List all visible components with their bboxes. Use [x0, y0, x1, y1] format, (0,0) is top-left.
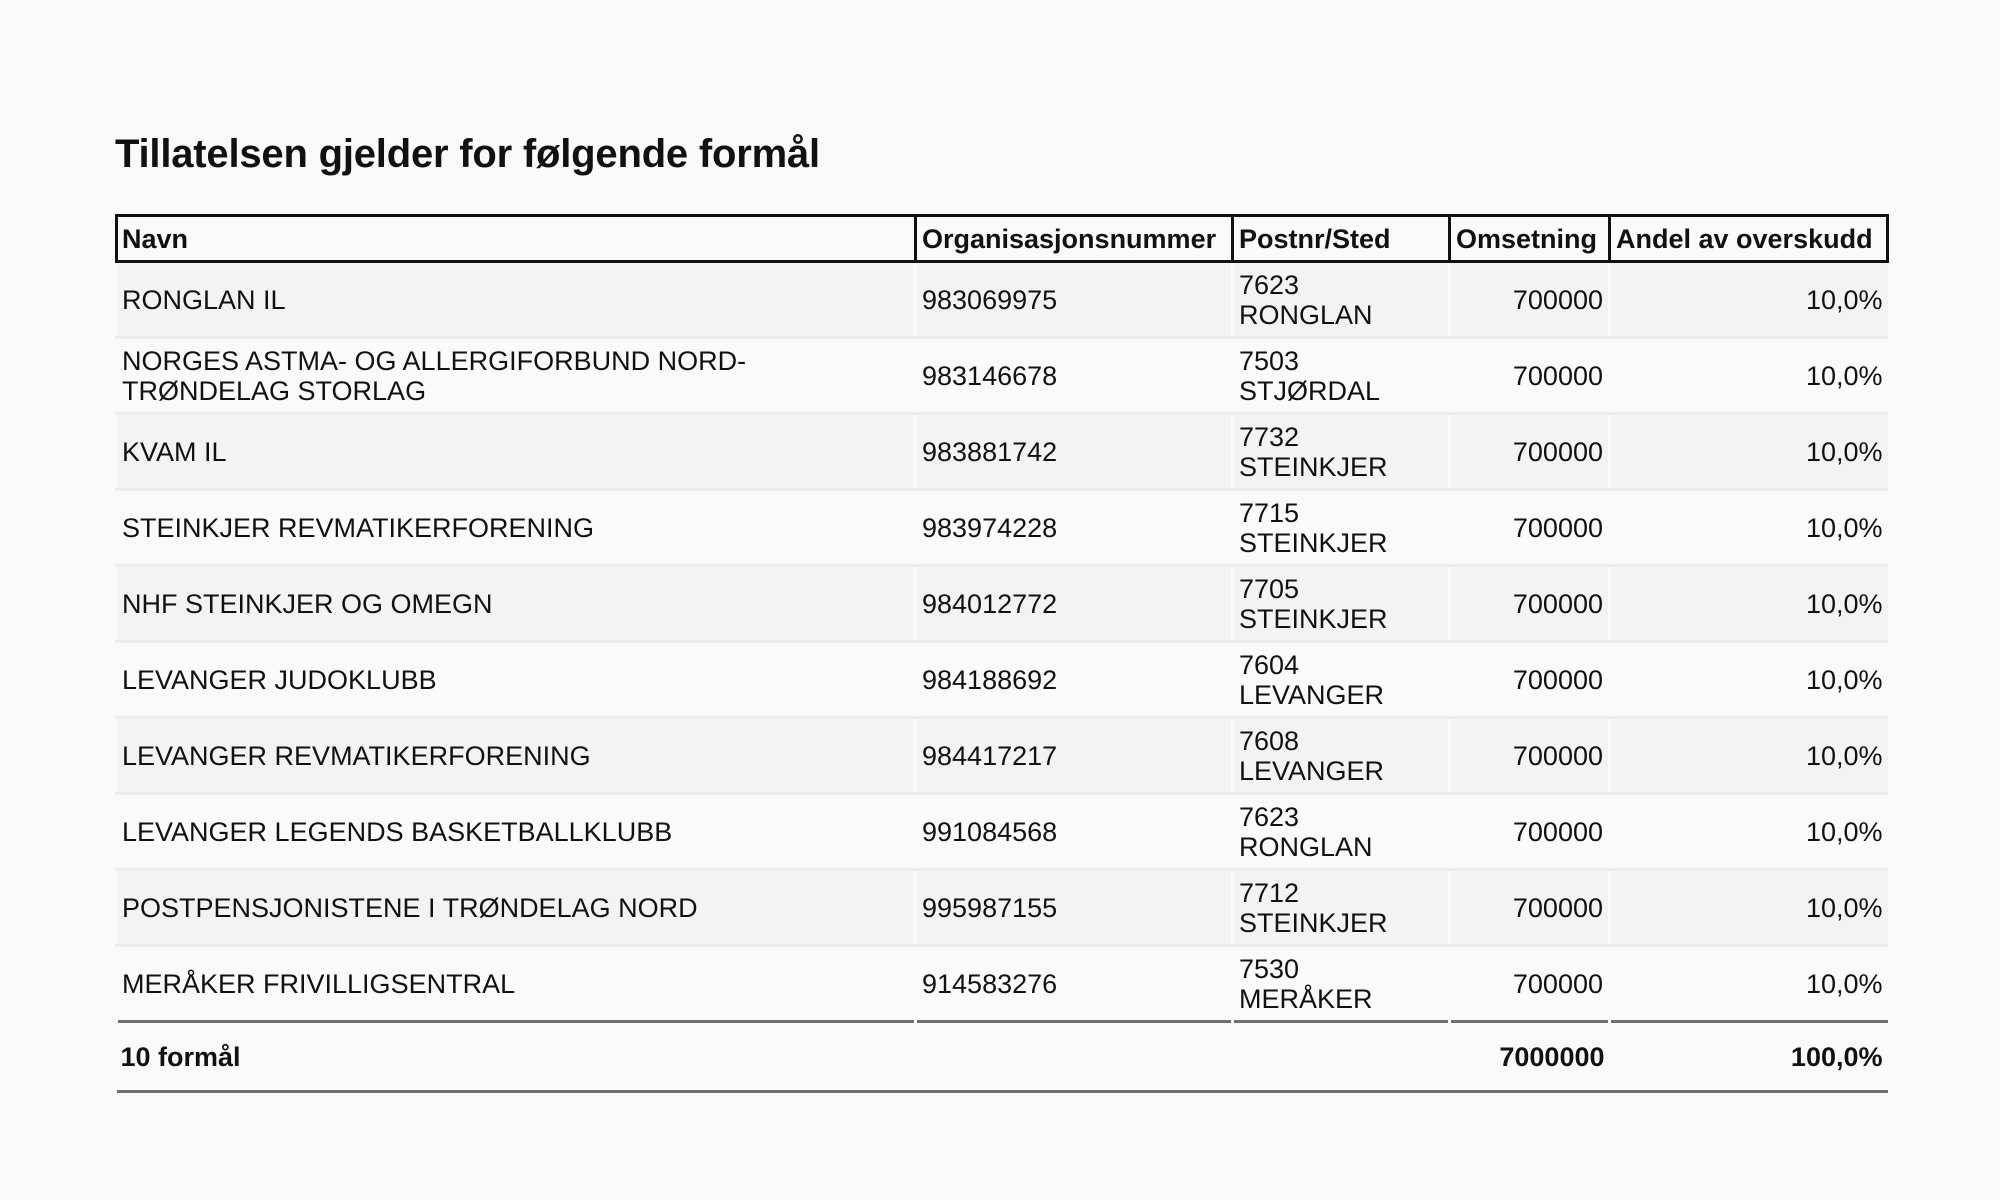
cell-orgnr: 984417217 — [916, 718, 1233, 794]
table-row — [117, 642, 1888, 718]
cell-postnr-sted — [1233, 642, 1450, 718]
cell-orgnr: 984012772 — [916, 566, 1233, 642]
table-row — [117, 718, 1888, 794]
cell-andel: 10,0% — [1610, 338, 1888, 414]
cell-omsetning: 700000 — [1450, 262, 1610, 338]
table-row — [117, 338, 1888, 414]
table-header-row — [117, 216, 1888, 262]
document-page — [115, 128, 1886, 1093]
table-row — [117, 566, 1888, 642]
cell-postnr-sted — [1233, 566, 1450, 642]
cell-sted: STJØRDAL — [1239, 375, 1381, 406]
cell-sted: LEVANGER — [1239, 679, 1385, 710]
cell-postnr: 7604 — [1239, 649, 1300, 680]
cell-sted: STEINKJER — [1239, 451, 1388, 482]
cell-navn: KVAM IL — [117, 414, 916, 490]
footer-empty-orgnr — [916, 1022, 1233, 1092]
cell-orgnr: 991084568 — [916, 794, 1233, 870]
cell-navn: LEVANGER LEGENDS BASKETBALLKLUBB — [117, 794, 916, 870]
column-header-postnr-sted: Postnr/Sted — [1233, 216, 1450, 262]
cell-orgnr: 983881742 — [916, 414, 1233, 490]
cell-postnr: 7608 — [1239, 725, 1300, 756]
cell-navn: MERÅKER FRIVILLIGSENTRAL — [117, 946, 916, 1022]
cell-postnr: 7705 — [1239, 573, 1300, 604]
cell-orgnr: 914583276 — [916, 946, 1233, 1022]
cell-omsetning: 700000 — [1450, 794, 1610, 870]
cell-navn: STEINKJER REVMATIKERFORENING — [117, 490, 916, 566]
cell-sted: RONGLAN — [1239, 299, 1373, 330]
cell-postnr-sted — [1233, 262, 1450, 338]
cell-navn: LEVANGER JUDOKLUBB — [117, 642, 916, 718]
cell-omsetning: 700000 — [1450, 338, 1610, 414]
table-footer-row — [117, 1022, 1888, 1092]
cell-postnr: 7732 — [1239, 421, 1300, 452]
footer-label: 10 formål — [117, 1022, 916, 1092]
footer-empty-sted — [1233, 1022, 1450, 1092]
cell-postnr: 7530 — [1239, 953, 1300, 984]
cell-postnr-sted — [1233, 490, 1450, 566]
purpose-table — [115, 214, 1889, 1093]
cell-postnr-sted — [1233, 718, 1450, 794]
footer-andel-total: 100,0% — [1610, 1022, 1888, 1092]
cell-andel: 10,0% — [1610, 642, 1888, 718]
cell-postnr-sted — [1233, 794, 1450, 870]
cell-navn: RONGLAN IL — [117, 262, 916, 338]
cell-andel: 10,0% — [1610, 946, 1888, 1022]
cell-orgnr: 983069975 — [916, 262, 1233, 338]
cell-postnr: 7623 — [1239, 801, 1300, 832]
table-row — [117, 262, 1888, 338]
cell-postnr: 7715 — [1239, 497, 1300, 528]
table-row — [117, 794, 1888, 870]
cell-sted: MERÅKER — [1239, 983, 1373, 1014]
cell-sted: STEINKJER — [1239, 527, 1388, 558]
footer-omsetning-total: 7000000 — [1450, 1022, 1610, 1092]
cell-sted: RONGLAN — [1239, 831, 1373, 862]
cell-navn: NORGES ASTMA- OG ALLERGIFORBUND NORD-TRØNDELAG STORLAG — [117, 338, 916, 414]
cell-sted: LEVANGER — [1239, 755, 1385, 786]
cell-postnr-sted — [1233, 414, 1450, 490]
cell-omsetning: 700000 — [1450, 870, 1610, 946]
cell-orgnr: 984188692 — [916, 642, 1233, 718]
column-header-organisasjonsnummer: Organisasjonsnummer — [916, 216, 1233, 262]
cell-omsetning: 700000 — [1450, 718, 1610, 794]
cell-postnr-sted — [1233, 338, 1450, 414]
cell-andel: 10,0% — [1610, 490, 1888, 566]
cell-omsetning: 700000 — [1450, 490, 1610, 566]
cell-andel: 10,0% — [1610, 262, 1888, 338]
cell-postnr-sted — [1233, 946, 1450, 1022]
cell-postnr: 7623 — [1239, 269, 1300, 300]
column-header-andel: Andel av overskudd — [1610, 216, 1888, 262]
column-header-omsetning: Omsetning — [1450, 216, 1610, 262]
cell-orgnr: 983146678 — [916, 338, 1233, 414]
table-row — [117, 870, 1888, 946]
cell-andel: 10,0% — [1610, 794, 1888, 870]
cell-andel: 10,0% — [1610, 718, 1888, 794]
table-row — [117, 946, 1888, 1022]
cell-omsetning: 700000 — [1450, 642, 1610, 718]
cell-orgnr: 995987155 — [916, 870, 1233, 946]
cell-omsetning: 700000 — [1450, 414, 1610, 490]
page-title: Tillatelsen gjelder for følgende formål — [115, 132, 820, 176]
cell-sted: STEINKJER — [1239, 603, 1388, 634]
table-row — [117, 414, 1888, 490]
cell-omsetning: 700000 — [1450, 946, 1610, 1022]
cell-andel: 10,0% — [1610, 566, 1888, 642]
column-header-navn: Navn — [117, 216, 916, 262]
cell-orgnr: 983974228 — [916, 490, 1233, 566]
cell-navn: POSTPENSJONISTENE I TRØNDELAG NORD — [117, 870, 916, 946]
cell-navn: NHF STEINKJER OG OMEGN — [117, 566, 916, 642]
table-row — [117, 490, 1888, 566]
cell-sted: STEINKJER — [1239, 907, 1388, 938]
cell-navn: LEVANGER REVMATIKERFORENING — [117, 718, 916, 794]
cell-omsetning: 700000 — [1450, 566, 1610, 642]
cell-postnr-sted — [1233, 870, 1450, 946]
cell-postnr: 7503 — [1239, 345, 1300, 376]
cell-andel: 10,0% — [1610, 870, 1888, 946]
cell-andel: 10,0% — [1610, 414, 1888, 490]
cell-postnr: 7712 — [1239, 877, 1300, 908]
